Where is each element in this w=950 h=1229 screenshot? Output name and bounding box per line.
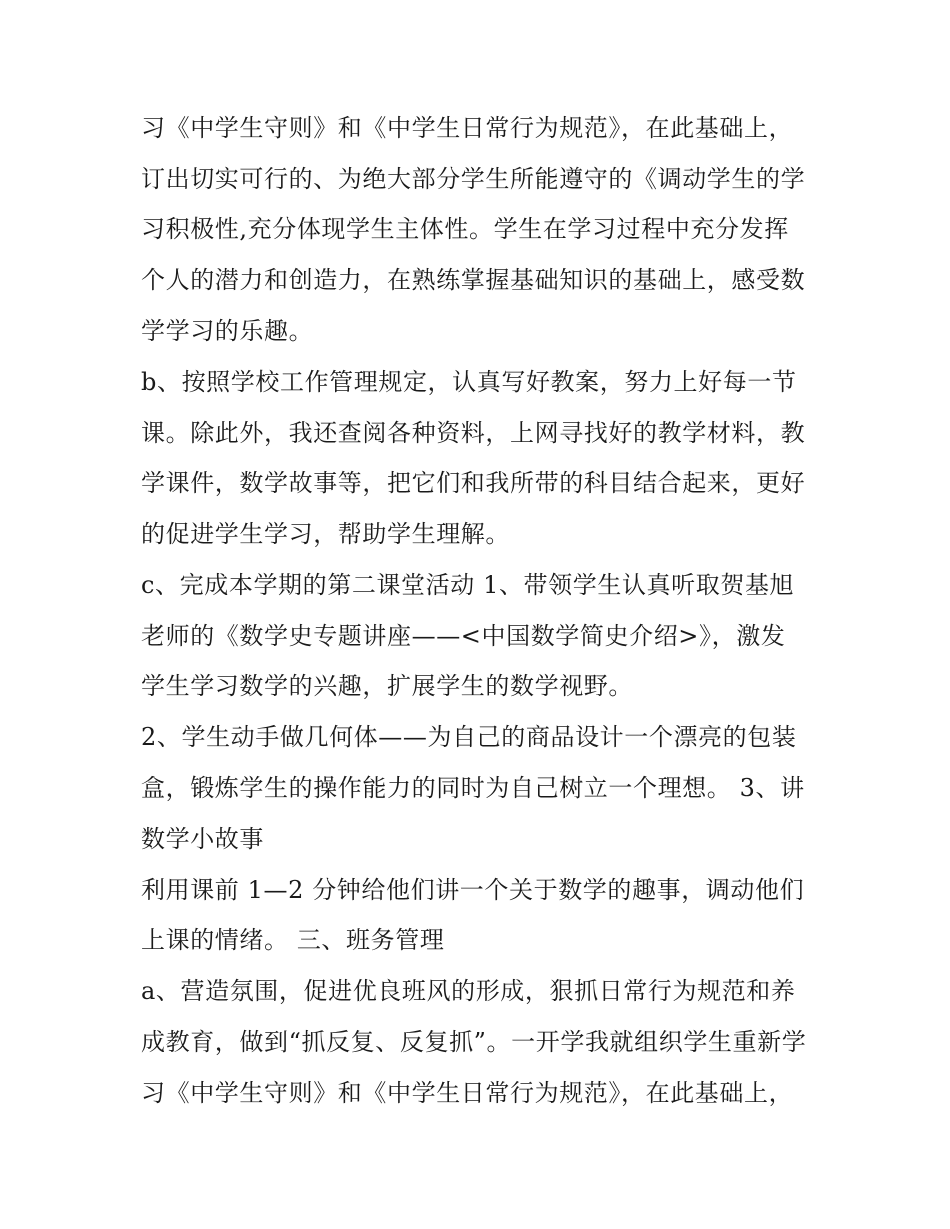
text-line: 习《中学生守则》和《中学生日常行为规范》，在此基础上， (141, 114, 794, 142)
text-line: 成教育，做到“抓反复、反复抓”。一开学我就组织学生重新学 (141, 1028, 807, 1056)
text-line: 利用课前 1—2 分钟给他们讲一个关于数学的趣事，调动他们 (141, 876, 805, 904)
text-line: c、完成本学期的第二课堂活动 1、带领学生认真听取贺基旭 (141, 571, 795, 599)
text-line: 盒，锻炼学生的操作能力的同时为自己树立一个理想。 3、讲 (141, 774, 805, 802)
text-line: a、营造氛围，促进优良班风的形成，狠抓日常行为规范和养 (141, 977, 796, 1005)
text-line: 订出切实可行的、为绝大部分学生所能遵守的《调动学生的学 (141, 165, 806, 193)
text-line: b、按照学校工作管理规定，认真写好教案，努力上好每一节 (141, 368, 797, 396)
text-line: 的促进学生学习，帮助学生理解。 (141, 520, 510, 548)
text-line: 学生学习数学的兴趣，扩展学生的数学视野。 (141, 672, 633, 700)
text-line: 数学小故事 (141, 825, 264, 853)
text-line: 老师的《数学史专题讲座——<中国数学简史介绍>》，激发 (141, 622, 786, 650)
text-line: 习积极性,充分体现学生主体性。学生在学习过程中充分发挥 (141, 215, 789, 243)
text-line: 课。除此外，我还查阅各种资料，上网寻找好的教学材料，教 (141, 419, 806, 447)
text-line: 2、学生动手做几何体——为自己的商品设计一个漂亮的包装 (141, 723, 797, 751)
text-line: 上课的情绪。 三、班务管理 (141, 926, 445, 954)
text-line: 个人的潜力和创造力，在熟练掌握基础知识的基础上，感受数 (141, 266, 806, 294)
text-line: 学课件，数学故事等，把它们和我所带的科目结合起来，更好 (141, 469, 806, 497)
text-line: 习《中学生守则》和《中学生日常行为规范》，在此基础上， (141, 1079, 794, 1107)
text-line: 学学习的乐趣。 (141, 317, 314, 345)
